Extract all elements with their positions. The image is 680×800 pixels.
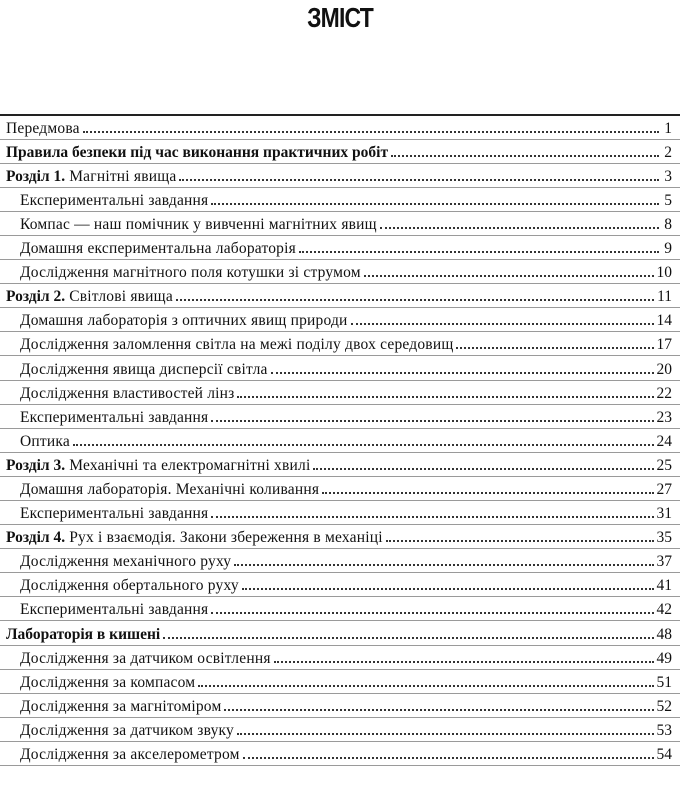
toc-entry-prefix: Розділ 2. <box>6 288 66 306</box>
toc-page-number: 27 <box>656 481 672 498</box>
toc-entry[interactable] <box>0 501 680 525</box>
toc-entry-label <box>6 457 310 474</box>
dot-leader <box>380 227 659 229</box>
toc-page-number: 23 <box>656 408 672 426</box>
dot-leader <box>242 588 654 590</box>
dot-leader <box>322 492 653 494</box>
dot-leader <box>364 275 654 277</box>
toc-page-number: 14 <box>656 312 672 330</box>
dot-leader <box>224 709 653 711</box>
toc-page-number: 9 <box>664 240 672 258</box>
toc-entry-text: Домашня лабораторія з оптичних явищ природи <box>20 312 348 330</box>
toc-entry-text: Світлові явища <box>65 288 173 306</box>
toc-entry-prefix: Розділ 1. <box>6 167 66 185</box>
toc-list <box>0 116 680 767</box>
dot-leader <box>211 420 653 422</box>
dot-leader <box>211 516 653 518</box>
toc-entry[interactable] <box>0 621 680 645</box>
toc-entry-text: Дослідження заломлення світла на межі поділу двох середовищ <box>20 336 454 354</box>
dot-leader <box>274 661 654 663</box>
toc-entry-label <box>20 553 231 570</box>
toc-entry-label <box>20 505 208 522</box>
toc-page-number: 53 <box>656 721 672 739</box>
toc-entry-label <box>6 529 383 546</box>
dot-leader <box>83 131 659 133</box>
toc-page-number: 54 <box>656 746 672 764</box>
toc-entry[interactable] <box>0 212 680 236</box>
toc-entry-text: Рух і взаємодія. Закони збереження в механіці <box>65 529 383 547</box>
toc-entry-text: Компас — наш помічник у вивченні магнітних явищ <box>20 215 377 233</box>
toc-entry[interactable] <box>0 116 680 140</box>
toc-entry-label <box>20 577 239 594</box>
toc-entry-label <box>6 144 388 161</box>
toc-entry[interactable] <box>0 381 680 405</box>
toc-page-number: 5 <box>664 191 672 209</box>
dot-leader <box>313 468 653 470</box>
toc-entry-label <box>20 264 361 281</box>
toc-entry-label <box>20 674 195 691</box>
dot-leader <box>73 444 654 446</box>
toc-entry-label <box>6 288 173 305</box>
toc-entry-label <box>20 361 268 378</box>
toc-entry-text: Дослідження за акселерометром <box>20 746 240 764</box>
toc-entry-text: Передмова <box>6 119 80 137</box>
toc-entry[interactable] <box>0 308 680 332</box>
toc-entry-label <box>20 409 208 426</box>
toc-entry[interactable] <box>0 284 680 308</box>
toc-page-number: 41 <box>656 577 672 595</box>
toc-entry-prefix: Правила безпеки під час виконання практичних робіт <box>6 143 389 161</box>
toc-entry-label <box>20 385 234 402</box>
toc-entry[interactable] <box>0 525 680 549</box>
toc-entry-text: Домашня лабораторія. Механічні коливання <box>20 481 320 498</box>
toc-entry-text: Експериментальні завдання <box>20 601 209 619</box>
dot-leader <box>456 347 653 349</box>
toc-page-number: 48 <box>656 625 672 643</box>
toc-entry-text: Дослідження властивостей лінз <box>20 384 235 402</box>
toc-page-number: 51 <box>656 673 672 691</box>
toc-entry-label <box>6 120 80 137</box>
toc-entry-text: Експериментальні завдання <box>20 408 209 426</box>
toc-entry[interactable] <box>0 236 680 260</box>
dot-leader <box>176 299 654 301</box>
toc-page-number: 31 <box>656 505 672 523</box>
toc-entry[interactable] <box>0 549 680 573</box>
toc-entry-label <box>20 601 208 618</box>
toc-page-number: 25 <box>656 456 672 474</box>
toc-entry-label <box>20 746 240 763</box>
toc-page-number: 3 <box>664 167 672 185</box>
toc-entry-label <box>20 650 271 667</box>
toc-page-number: 35 <box>656 529 672 547</box>
dot-leader <box>234 564 653 566</box>
toc-entry-prefix: Розділ 4. <box>6 529 66 547</box>
toc-page-number: 8 <box>664 215 672 233</box>
toc-entry[interactable] <box>0 356 680 380</box>
toc-entry-label <box>20 433 70 450</box>
toc-entry-label <box>20 722 234 739</box>
toc-entry[interactable] <box>0 718 680 742</box>
toc-entry-text: Дослідження за компасом <box>20 673 196 691</box>
toc-entry[interactable] <box>0 597 680 621</box>
table-of-contents <box>0 114 680 766</box>
dot-leader <box>211 203 659 205</box>
toc-entry[interactable] <box>0 405 680 429</box>
toc-entry-text: Експериментальні завдання <box>20 191 209 209</box>
toc-entry-text: Дослідження за магнітоміром <box>20 697 222 715</box>
toc-entry-text: Оптика <box>20 432 70 450</box>
toc-page-number: 1 <box>664 119 672 137</box>
toc-entry-label <box>20 240 296 257</box>
toc-entry-label <box>20 481 319 498</box>
toc-entry[interactable] <box>0 477 680 501</box>
toc-entry-text: Експериментальні завдання <box>20 505 209 523</box>
toc-entry-label <box>6 626 160 643</box>
toc-entry[interactable] <box>0 694 680 718</box>
dot-leader <box>271 372 654 374</box>
toc-entry[interactable] <box>0 453 680 477</box>
toc-page-number: 37 <box>656 553 672 571</box>
toc-entry-text: Дослідження явища дисперсії світла <box>20 360 268 378</box>
toc-entry-prefix: Лабораторія в кишені <box>6 625 161 643</box>
toc-entry[interactable] <box>0 670 680 694</box>
dot-leader <box>351 323 654 325</box>
toc-entry-text: Магнітні явища <box>65 167 177 185</box>
dot-leader <box>237 396 653 398</box>
toc-entry-text: Механічні та електромагнітні хвилі <box>65 456 311 474</box>
dot-leader <box>198 685 653 687</box>
toc-entry-label <box>6 168 176 185</box>
toc-entry-text: Дослідження магнітного поля котушки зі струмом <box>20 264 361 282</box>
toc-entry[interactable] <box>0 140 680 164</box>
dot-leader <box>243 757 654 759</box>
dot-leader <box>391 155 659 157</box>
toc-entry-text: Домашня експериментальна лабораторія <box>20 240 296 258</box>
toc-page-number: 24 <box>656 432 672 450</box>
toc-entry-text: Дослідження обертального руху <box>20 577 239 595</box>
toc-entry[interactable] <box>0 188 680 212</box>
toc-entry-label <box>20 698 221 715</box>
page-title: ЗМІСТ <box>307 2 373 33</box>
toc-page-number: 49 <box>656 649 672 667</box>
toc-page-number: 17 <box>656 336 672 354</box>
toc-page-number: 22 <box>656 384 672 402</box>
toc-entry[interactable] <box>0 332 680 356</box>
toc-entry-label <box>20 336 453 353</box>
toc-page-number: 10 <box>656 264 672 282</box>
dot-leader <box>237 733 653 735</box>
toc-page-number: 20 <box>656 360 672 378</box>
toc-entry[interactable] <box>0 260 680 284</box>
dot-leader <box>211 612 653 614</box>
toc-entry-label <box>20 216 377 233</box>
toc-entry-text: Дослідження за датчиком звуку <box>20 721 235 739</box>
toc-entry-text: Дослідження за датчиком освітлення <box>20 649 271 667</box>
toc-entry-label <box>20 312 348 329</box>
toc-page-number: 11 <box>657 288 672 306</box>
toc-entry-label <box>20 192 208 209</box>
toc-entry[interactable] <box>0 742 680 766</box>
dot-leader <box>179 179 659 181</box>
toc-entry[interactable] <box>0 164 680 188</box>
toc-entry[interactable] <box>0 646 680 670</box>
dot-leader <box>386 540 654 542</box>
dot-leader <box>163 637 653 639</box>
toc-page-number: 52 <box>656 697 672 715</box>
toc-entry[interactable] <box>0 429 680 453</box>
toc-page-number: 42 <box>656 601 672 619</box>
toc-entry-text: Дослідження механічного руху <box>20 553 232 571</box>
dot-leader <box>299 251 659 253</box>
toc-entry-prefix: Розділ 3. <box>6 456 66 474</box>
toc-page-number: 2 <box>664 143 672 161</box>
toc-entry[interactable] <box>0 573 680 597</box>
